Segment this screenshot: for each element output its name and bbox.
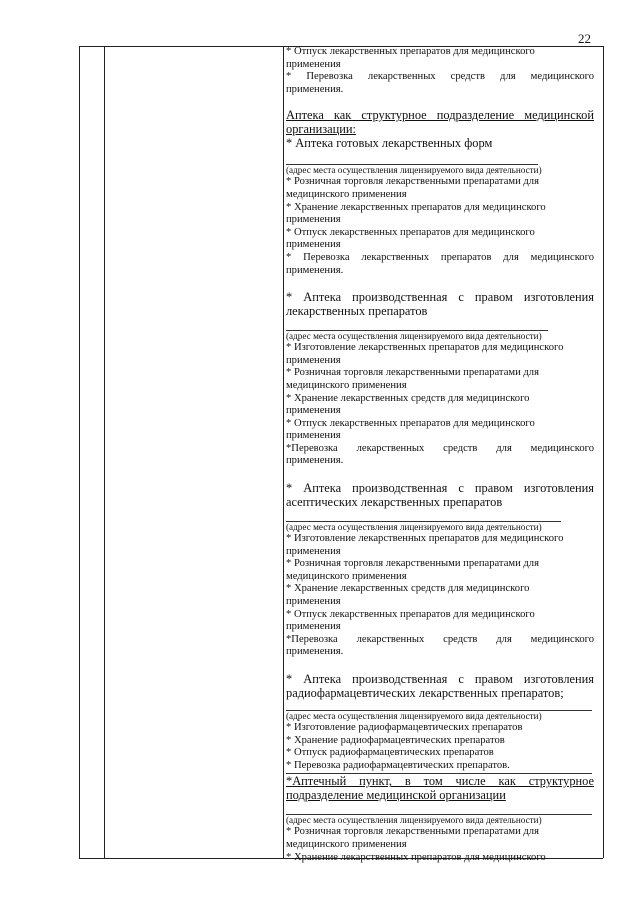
- list-item: * Перевозка лекарственных средств для медицинского: [286, 71, 594, 83]
- list-item: * Изготовление лекарственных препаратов для медицинского: [286, 533, 564, 545]
- page-number: 22: [578, 31, 591, 46]
- table-border-right: [603, 46, 604, 858]
- list-item: применения: [286, 405, 341, 417]
- list-item: медицинского применения: [286, 379, 407, 391]
- list-item: * Розничная торговля лекарственными препаратами для: [286, 558, 539, 570]
- activity-list: [286, 533, 594, 659]
- list-item: медицинского применения: [286, 188, 407, 200]
- list-item: * Отпуск радиофармацевтических препаратов: [286, 747, 494, 759]
- address-caption: (адрес места осуществления лицензируемого вида деятельности): [286, 711, 542, 721]
- pharmacy-type: * Аптека готовых лекарственных форм: [286, 136, 493, 151]
- activity-list: [286, 46, 594, 96]
- list-item: * Хранение лекарственных препаратов для медицинского: [286, 201, 546, 213]
- activity-list: [286, 342, 594, 468]
- pharmacy-type: радиофармацевтических лекарственных препаратов;: [286, 686, 564, 700]
- list-item: * Отпуск лекарственных препаратов для медицинского: [286, 226, 535, 238]
- list-item: * Розничная торговля лекарственными препаратами для: [286, 367, 539, 379]
- list-item: медицинского применения: [286, 838, 407, 850]
- address-caption: (адрес места осуществления лицензируемого вида деятельности): [286, 331, 542, 342]
- table-column-divider-1: [104, 46, 105, 858]
- address-caption: (адрес места осуществления лицензируемого вида деятельности): [286, 815, 542, 826]
- list-item: применения: [286, 430, 341, 442]
- list-item: * Отпуск лекарственных препаратов для медицинского: [286, 608, 535, 620]
- list-item: * Изготовление радиофармацевтических препаратов: [286, 722, 523, 733]
- list-item: применения: [286, 239, 341, 251]
- list-item: *Перевозка лекарственных средств для медицинского: [286, 633, 594, 645]
- pharmacy-type: лекарственных препаратов: [286, 304, 428, 319]
- list-item: применения.: [286, 455, 344, 467]
- address-caption: (адрес места осуществления лицензируемого вида деятельности): [286, 522, 542, 533]
- list-item: * Отпуск лекарственных препаратов для медицинского: [286, 46, 535, 57]
- section-heading: Аптека как структурное подразделение медицинской: [286, 108, 594, 123]
- list-item: * Хранение лекарственных средств для медицинского: [286, 392, 530, 404]
- activity-list: [286, 176, 594, 277]
- list-item: применения: [286, 545, 341, 557]
- list-item: применения: [286, 58, 341, 70]
- list-item: применения.: [286, 646, 344, 658]
- list-item: * Хранение лекарственных средств для медицинского: [286, 583, 530, 595]
- section-heading: *Аптечный пункт, в том числе как структурное: [286, 774, 594, 789]
- list-item: медицинского применения: [286, 570, 407, 582]
- pharmacy-type: * Аптека производственная с правом изготовления: [286, 290, 594, 305]
- activity-list: [286, 722, 594, 772]
- activity-list: [286, 826, 594, 864]
- list-item: * Изготовление лекарственных препаратов для медицинского: [286, 342, 564, 354]
- list-item: * Перевозка лекарственных препаратов для медицинского: [286, 251, 594, 263]
- pharmacy-type: * Аптека производственная с правом изготовления: [286, 672, 594, 686]
- address-caption: (адрес места осуществления лицензируемого вида деятельности): [286, 165, 542, 176]
- list-item: применения: [286, 621, 341, 633]
- list-item: применения: [286, 596, 341, 608]
- table-column-divider-2: [283, 46, 284, 858]
- list-item: * Хранение радиофармацевтических препаратов: [286, 734, 505, 746]
- list-item: * Отпуск лекарственных препаратов для медицинского: [286, 417, 535, 429]
- list-item: *Перевозка лекарственных средств для медицинского: [286, 442, 594, 454]
- table-border-left: [79, 46, 80, 858]
- pharmacy-type: асептических лекарственных препаратов: [286, 495, 503, 510]
- list-item: * Хранение лекарственных препаратов для медицинского: [286, 851, 546, 863]
- pharmacy-type: * Аптека производственная с правом изготовления: [286, 481, 594, 496]
- section-heading: организации:: [286, 122, 356, 137]
- list-item: * Розничная торговля лекарственными препаратами для: [286, 176, 539, 188]
- section-heading: подразделение медицинской организации: [286, 788, 506, 803]
- list-item: применения: [286, 354, 341, 366]
- list-item: * Перевозка радиофармацевтических препаратов.: [286, 759, 510, 771]
- list-item: применения.: [286, 83, 344, 95]
- list-item: * Розничная торговля лекарственными препаратами для: [286, 826, 539, 838]
- list-item: применения.: [286, 264, 344, 276]
- list-item: применения: [286, 214, 341, 226]
- license-activity-cell: [286, 46, 594, 864]
